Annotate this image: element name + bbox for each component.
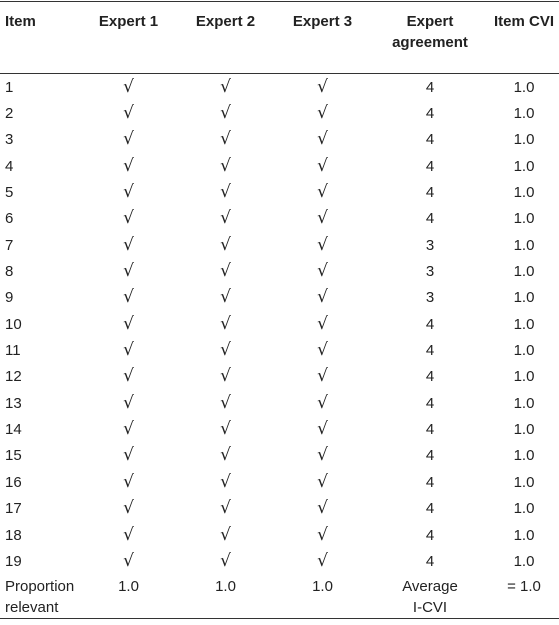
expert-2-proportion xyxy=(177,575,274,625)
header-agreement-line1: Expert xyxy=(406,13,454,30)
item-number: 3 xyxy=(5,131,14,149)
item-cvi-value: 1.0 xyxy=(513,552,535,570)
checkmark-icon: √ xyxy=(220,208,231,229)
expert-agreement-value: 4 xyxy=(425,210,435,228)
table-row xyxy=(0,337,559,363)
item-number: 9 xyxy=(5,289,14,307)
expert-1-cell xyxy=(80,337,177,363)
expert-agreement-value: 4 xyxy=(425,157,435,175)
checkmark-icon: √ xyxy=(220,550,231,571)
expert-2-cell xyxy=(177,285,274,311)
item-cvi-value: 1.0 xyxy=(513,368,535,386)
expert-3-cell xyxy=(274,522,371,548)
checkmark-icon: √ xyxy=(220,287,231,308)
expert-2-cell xyxy=(177,258,274,284)
table-row xyxy=(0,469,559,495)
checkmark-icon: √ xyxy=(317,287,328,308)
expert-1-cell xyxy=(80,285,177,311)
checkmark-icon: √ xyxy=(123,524,134,545)
checkmark-icon: √ xyxy=(317,498,328,519)
table-row xyxy=(0,364,559,390)
expert-2-cell xyxy=(177,496,274,522)
item-number: 2 xyxy=(5,105,14,123)
header-row xyxy=(0,2,559,64)
expert-2-cell xyxy=(177,469,274,495)
expert-3-cell xyxy=(274,153,371,179)
proportion-line1: Proportion xyxy=(5,577,75,595)
average-line1: Average xyxy=(402,577,458,595)
checkmark-icon: √ xyxy=(317,129,328,150)
checkmark-icon: √ xyxy=(317,419,328,440)
expert-1-cell xyxy=(80,311,177,337)
checkmark-icon: √ xyxy=(220,234,231,255)
checkmark-icon: √ xyxy=(317,366,328,387)
expert-2-cell xyxy=(177,206,274,232)
table-row xyxy=(0,548,559,574)
table-row xyxy=(0,443,559,469)
item-cvi-value: 1.0 xyxy=(513,394,535,412)
expert-1-cell xyxy=(80,390,177,416)
expert-agreement-value: 3 xyxy=(425,263,435,281)
checkmark-icon: √ xyxy=(123,129,134,150)
item-number: 10 xyxy=(5,315,22,333)
expert-1-cell xyxy=(80,548,177,574)
item-number: 1 xyxy=(5,78,14,96)
expert-2-cell xyxy=(177,153,274,179)
expert-1-cell xyxy=(80,416,177,442)
checkmark-icon: √ xyxy=(123,498,134,519)
checkmark-icon: √ xyxy=(317,208,328,229)
item-cvi-value: 1.0 xyxy=(513,131,535,149)
expert-1-cell xyxy=(80,469,177,495)
expert-1-cell xyxy=(80,258,177,284)
checkmark-icon: √ xyxy=(317,524,328,545)
checkmark-icon: √ xyxy=(123,445,134,466)
expert-2-cell xyxy=(177,522,274,548)
expert-2-cell xyxy=(177,337,274,363)
checkmark-icon: √ xyxy=(317,76,328,97)
expert-2-proportion-value: 1.0 xyxy=(215,577,236,595)
summary-row xyxy=(0,575,559,625)
table-row xyxy=(0,232,559,258)
expert-1-cell xyxy=(80,179,177,205)
checkmark-icon: √ xyxy=(123,419,134,440)
checkmark-icon: √ xyxy=(123,261,134,282)
item-cvi-value: 1.0 xyxy=(513,342,535,360)
expert-2-cell xyxy=(177,127,274,153)
expert-3-cell xyxy=(274,496,371,522)
header-expert-3: Expert 3 xyxy=(292,13,353,30)
expert-3-cell xyxy=(274,206,371,232)
expert-agreement-value: 3 xyxy=(425,236,435,254)
expert-3-cell xyxy=(274,232,371,258)
header-agreement-line2: agreement xyxy=(392,34,468,51)
expert-2-cell xyxy=(177,100,274,126)
expert-agreement-value: 4 xyxy=(425,78,435,96)
item-cvi-value: 1.0 xyxy=(513,236,535,254)
expert-1-proportion xyxy=(80,575,177,625)
expert-2-cell xyxy=(177,179,274,205)
expert-3-proportion-value: 1.0 xyxy=(312,577,333,595)
item-cvi-value: 1.0 xyxy=(513,263,535,281)
checkmark-icon: √ xyxy=(123,234,134,255)
proportion-line2: relevant xyxy=(5,598,59,616)
expert-2-cell xyxy=(177,311,274,337)
checkmark-icon: √ xyxy=(317,471,328,492)
expert-3-cell xyxy=(274,285,371,311)
item-cvi-value: 1.0 xyxy=(513,184,535,202)
average-icvi-label xyxy=(371,575,489,625)
checkmark-icon: √ xyxy=(220,366,231,387)
checkmark-icon: √ xyxy=(123,366,134,387)
expert-1-cell xyxy=(80,153,177,179)
expert-2-cell xyxy=(177,416,274,442)
item-cvi-value: 1.0 xyxy=(513,210,535,228)
expert-agreement-value: 4 xyxy=(425,131,435,149)
expert-3-cell xyxy=(274,469,371,495)
expert-agreement-value: 4 xyxy=(425,315,435,333)
average-line2: I-CVI xyxy=(412,598,448,616)
expert-3-cell xyxy=(274,127,371,153)
expert-agreement-value: 4 xyxy=(425,473,435,491)
expert-1-proportion-value: 1.0 xyxy=(118,577,139,595)
item-number: 8 xyxy=(5,263,14,281)
checkmark-icon: √ xyxy=(317,155,328,176)
checkmark-icon: √ xyxy=(317,234,328,255)
expert-agreement-value: 4 xyxy=(425,105,435,123)
expert-3-proportion xyxy=(274,575,371,625)
table-row xyxy=(0,390,559,416)
expert-1-cell xyxy=(80,364,177,390)
checkmark-icon: √ xyxy=(220,392,231,413)
item-cvi-value: 1.0 xyxy=(513,447,535,465)
checkmark-icon: √ xyxy=(317,313,328,334)
expert-3-cell xyxy=(274,311,371,337)
item-cvi-value: 1.0 xyxy=(513,421,535,439)
checkmark-icon: √ xyxy=(220,129,231,150)
item-number: 16 xyxy=(5,473,22,491)
table-row xyxy=(0,496,559,522)
expert-1-cell xyxy=(80,522,177,548)
item-number: 18 xyxy=(5,526,22,544)
checkmark-icon: √ xyxy=(220,498,231,519)
expert-3-cell xyxy=(274,390,371,416)
table-row xyxy=(0,206,559,232)
table-row xyxy=(0,416,559,442)
expert-2-cell xyxy=(177,232,274,258)
expert-1-cell xyxy=(80,206,177,232)
expert-2-cell xyxy=(177,548,274,574)
checkmark-icon: √ xyxy=(123,340,134,361)
checkmark-icon: √ xyxy=(220,419,231,440)
checkmark-icon: √ xyxy=(123,155,134,176)
checkmark-icon: √ xyxy=(317,550,328,571)
checkmark-icon: √ xyxy=(123,208,134,229)
checkmark-icon: √ xyxy=(317,261,328,282)
item-number: 19 xyxy=(5,552,22,570)
expert-3-cell xyxy=(274,179,371,205)
expert-agreement-value: 4 xyxy=(425,394,435,412)
checkmark-icon: √ xyxy=(123,76,134,97)
spacer-row xyxy=(0,64,559,74)
expert-3-cell xyxy=(274,416,371,442)
expert-agreement-value: 4 xyxy=(425,342,435,360)
checkmark-icon: √ xyxy=(123,103,134,124)
checkmark-icon: √ xyxy=(317,182,328,203)
checkmark-icon: √ xyxy=(220,340,231,361)
table-row xyxy=(0,127,559,153)
expert-3-cell xyxy=(274,337,371,363)
checkmark-icon: √ xyxy=(123,182,134,203)
checkmark-icon: √ xyxy=(123,392,134,413)
expert-agreement-value: 4 xyxy=(425,368,435,386)
expert-1-cell xyxy=(80,74,177,100)
header-expert-2: Expert 2 xyxy=(195,13,256,30)
expert-agreement-value: 4 xyxy=(425,500,435,518)
item-number: 4 xyxy=(5,157,14,175)
item-cvi-value: 1.0 xyxy=(513,473,535,491)
expert-2-cell xyxy=(177,443,274,469)
checkmark-icon: √ xyxy=(123,471,134,492)
checkmark-icon: √ xyxy=(220,155,231,176)
checkmark-icon: √ xyxy=(317,445,328,466)
expert-3-cell xyxy=(274,100,371,126)
expert-3-cell xyxy=(274,364,371,390)
expert-2-cell xyxy=(177,390,274,416)
checkmark-icon: √ xyxy=(317,103,328,124)
item-cvi-value: 1.0 xyxy=(513,105,535,123)
expert-3-cell xyxy=(274,258,371,284)
expert-agreement-value: 4 xyxy=(425,184,435,202)
item-cvi-value: 1.0 xyxy=(513,289,535,307)
item-number: 14 xyxy=(5,421,22,439)
item-cvi-value: 1.0 xyxy=(513,500,535,518)
item-number: 7 xyxy=(5,236,14,254)
expert-3-cell xyxy=(274,74,371,100)
item-cvi-value: 1.0 xyxy=(513,315,535,333)
item-number: 11 xyxy=(5,342,21,360)
item-number: 13 xyxy=(5,394,22,412)
expert-1-cell xyxy=(80,496,177,522)
item-cvi-value: 1.0 xyxy=(513,157,535,175)
checkmark-icon: √ xyxy=(220,261,231,282)
table-body xyxy=(0,64,559,625)
header-item: Item xyxy=(5,13,36,30)
expert-1-cell xyxy=(80,443,177,469)
expert-agreement-value: 3 xyxy=(425,289,435,307)
table-row xyxy=(0,522,559,548)
item-number: 5 xyxy=(5,184,14,202)
expert-2-cell xyxy=(177,364,274,390)
expert-agreement-value: 4 xyxy=(425,421,435,439)
item-number: 17 xyxy=(5,500,22,518)
expert-3-cell xyxy=(274,443,371,469)
header-item-cvi: Item CVI xyxy=(493,13,554,30)
checkmark-icon: √ xyxy=(220,103,231,124)
expert-agreement-value: 4 xyxy=(425,552,435,570)
item-cvi-value: 1.0 xyxy=(513,526,535,544)
expert-1-cell xyxy=(80,127,177,153)
table-row xyxy=(0,311,559,337)
item-number: 6 xyxy=(5,210,14,228)
checkmark-icon: √ xyxy=(123,550,134,571)
checkmark-icon: √ xyxy=(123,313,134,334)
checkmark-icon: √ xyxy=(123,287,134,308)
table-row xyxy=(0,153,559,179)
table-row xyxy=(0,179,559,205)
header-expert-agreement xyxy=(371,2,489,64)
proportion-relevant-label xyxy=(0,575,80,625)
expert-agreement-value: 4 xyxy=(425,526,435,544)
average-icvi-value xyxy=(489,575,559,625)
checkmark-icon: √ xyxy=(220,471,231,492)
table-row xyxy=(0,258,559,284)
checkmark-icon: √ xyxy=(317,340,328,361)
average-icvi-result: = 1.0 xyxy=(507,577,541,595)
expert-3-cell xyxy=(274,548,371,574)
checkmark-icon: √ xyxy=(220,182,231,203)
item-number: 12 xyxy=(5,368,22,386)
checkmark-icon: √ xyxy=(220,524,231,545)
expert-1-cell xyxy=(80,232,177,258)
expert-1-cell xyxy=(80,100,177,126)
header-expert-1: Expert 1 xyxy=(98,13,159,30)
item-cvi-value: 1.0 xyxy=(513,78,535,96)
table-row xyxy=(0,285,559,311)
expert-2-cell xyxy=(177,74,274,100)
checkmark-icon: √ xyxy=(220,76,231,97)
checkmark-icon: √ xyxy=(220,313,231,334)
item-number: 15 xyxy=(5,447,22,465)
table-row xyxy=(0,100,559,126)
table-row xyxy=(0,74,559,100)
checkmark-icon: √ xyxy=(317,392,328,413)
checkmark-icon: √ xyxy=(220,445,231,466)
content-validity-table xyxy=(0,2,559,625)
expert-agreement-value: 4 xyxy=(425,447,435,465)
